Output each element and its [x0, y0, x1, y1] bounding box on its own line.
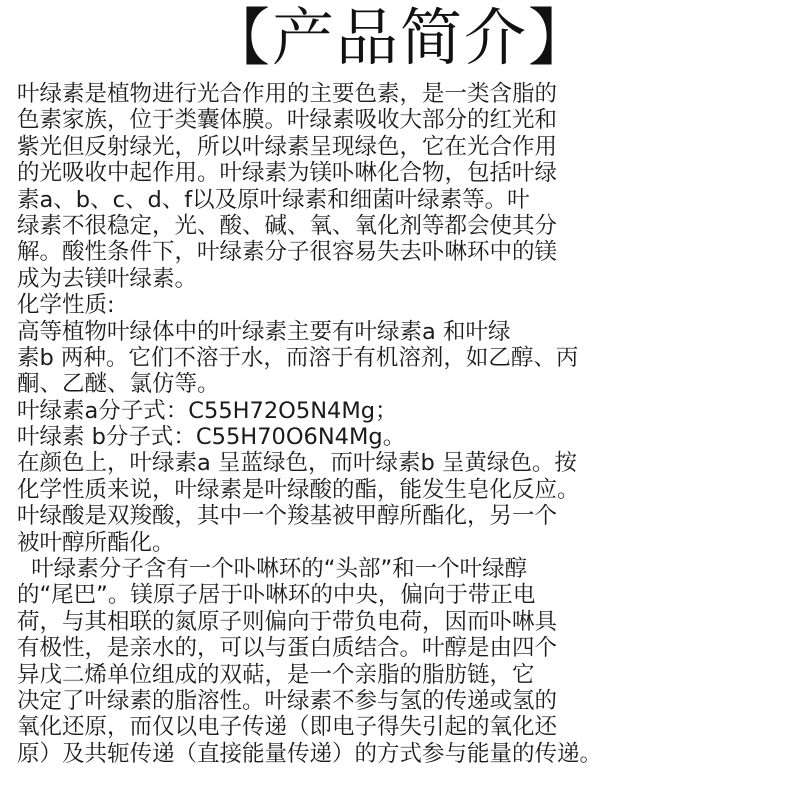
- text-line: 高等植物叶绿体中的叶绿素主要有叶绿素a 和叶绿: [17, 318, 511, 345]
- text-line: 荷，与其相联的氮原子则偏向于带负电荷，因而卟啉具: [17, 608, 558, 635]
- page-title: 【产品简介】: [207, 1, 592, 74]
- text-line: 叶绿素是植物进行光合作用的主要色素，是一类含脂的: [17, 81, 558, 107]
- text-line: 的光吸收中起作用。叶绿素为镁卟啉化合物，包括叶绿: [17, 160, 558, 187]
- text-line: 原）及共轭传递（直接能量传递）的方式参与能量的传递。: [17, 740, 603, 767]
- text-line: 有极性，是亲水的，可以与蛋白质结合。叶醇是由四个: [17, 635, 558, 662]
- text-line: 在颜色上，叶绿素a 呈蓝绿色，而叶绿素b 呈黄绿色。按: [17, 450, 577, 477]
- text-line: 素a、b、c、d、f以及原叶绿素和细菌叶绿素等。叶: [17, 186, 530, 213]
- text-line: 的“尾巴”。镁原子居于卟啉环的中央，偏向于带正电: [17, 582, 536, 609]
- text-line: 酮、乙醚、氯仿等。: [17, 371, 220, 398]
- text-line: 解。酸性条件下，叶绿素分子很容易失去卟啉环中的镁: [17, 239, 558, 266]
- text-line: 氧化还原，而仅以电子传递（即电子得失引起的氧化还: [17, 714, 558, 741]
- text-line: 决定了叶绿素的脂溶性。叶绿素不参与氢的传递或氢的: [17, 687, 558, 714]
- text-line: 被叶醇所酯化。: [17, 529, 175, 556]
- text-line: 紫光但反射绿光，所以叶绿素呈现绿色，它在光合作用: [17, 133, 558, 160]
- section-heading: 化学性质:: [17, 292, 115, 319]
- text-line: 素b 两种。它们不溶于水，而溶于有机溶剂，如乙醇、丙: [17, 344, 579, 371]
- formula-line: 叶绿素a分子式：C55H72O5N4Mg；: [17, 397, 398, 424]
- text-line: 化学性质来说，叶绿素是叶绿酸的酯，能发生皂化反应。: [17, 476, 580, 503]
- text-line: 叶绿酸是双羧酸，其中一个羧基被甲醇所酯化，另一个: [17, 503, 558, 530]
- formula-line: 叶绿素 b分子式：C55H70O6N4Mg。: [17, 424, 406, 451]
- text-line: 色素家族，位于类囊体膜。叶绿素吸收大部分的红光和: [17, 107, 558, 134]
- text-line: 叶绿素分子含有一个卟啉环的“头部”和一个叶绿醇: [17, 556, 528, 583]
- product-description: [17, 81, 792, 767]
- text-line: 成为去镁叶绿素。: [17, 265, 198, 292]
- text-line: 绿素不很稳定，光、酸、碱、氧、氧化剂等都会使其分: [17, 212, 558, 239]
- text-line: 异戊二烯单位组成的双萜，是一个亲脂的脂肪链，它: [17, 661, 535, 688]
